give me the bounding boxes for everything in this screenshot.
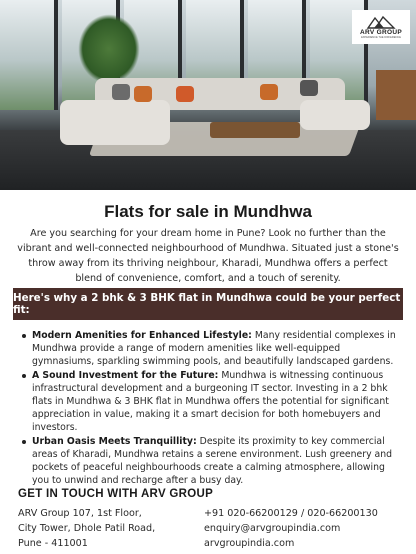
- arv-group-logo: [352, 10, 410, 44]
- email-link[interactable]: enquiry@arvgroupindia.com: [204, 523, 341, 534]
- coffee-table: [210, 122, 300, 138]
- contact-details: [204, 506, 378, 551]
- window-pane: [0, 0, 58, 110]
- address-line: ARV Group 107, 1st Floor,: [18, 508, 142, 519]
- website-link[interactable]: arvgroupindia.com: [204, 538, 295, 549]
- logo-name: ARV GROUP: [360, 29, 402, 36]
- reasons-banner: [13, 288, 403, 320]
- pillow: [260, 84, 278, 100]
- phone-number: +91 020-66200129 / 020-66200130: [204, 508, 378, 519]
- pillow: [134, 86, 152, 102]
- contact-address: [18, 506, 155, 551]
- banner-text: Here's why a 2 bhk & 3 BHK flat in Mundhwa could be your perfect fit:: [13, 292, 401, 316]
- list-item: [22, 369, 404, 435]
- hero-image: [0, 0, 416, 190]
- mountain-logo-icon: [366, 15, 396, 29]
- pillow: [112, 84, 130, 100]
- sofa-section: [300, 100, 370, 130]
- sofa-chaise: [60, 100, 170, 145]
- list-item: [22, 329, 404, 369]
- pillow: [176, 86, 194, 102]
- address-line: Pune - 411001: [18, 538, 88, 549]
- address-line: City Tower, Dhole Patil Road,: [18, 523, 156, 534]
- point-heading: Urban Oasis Meets Tranquillity:: [32, 435, 197, 447]
- reasons-list: [22, 329, 404, 487]
- page-title: Flats for sale in Mundhwa: [104, 202, 312, 221]
- point-text: Despite its proximity to key commercial areas of Kharadi, Mundhwa retains a serene environment. Lush greenery and pockets of peaceful neighbourhoods create a calming atmosphere, allowing you to unwind and recharge after a busy day.: [32, 435, 393, 487]
- pillow: [300, 80, 318, 96]
- point-heading: Modern Amenities for Enhanced Lifestyle:: [32, 330, 252, 341]
- list-item: [22, 435, 404, 488]
- intro-paragraph: Are you searching for your dream home in Pune? Look no further than the vibrant and well-connected neighbourhood of Mundhwa. Situated just a stone's throw away from its thriving neighbour, Kharadi, Mundhwa offers a perfect blend of convenience, comfort, and a touch of serenity.: [17, 228, 399, 284]
- shelf: [376, 70, 416, 120]
- logo-tagline: EXPERIENCE THE DIFFERENCE: [361, 36, 401, 39]
- contact-heading: GET IN TOUCH WITH ARV GROUP: [18, 488, 214, 500]
- plant-decor: [78, 14, 140, 84]
- point-text: Many residential complexes in Mundhwa provide a range of modern amenities like well-equipped gymnasiums, sparkling swimming pools, and beautifully landscaped gardens.: [32, 330, 396, 368]
- point-heading: A Sound Investment for the Future:: [32, 369, 219, 381]
- point-text: Mundhwa is witnessing continuous infrastructural development and a burgeoning IT sector. Investing in a 2 bhk flats in Mundhwa & 3 BHK flat in Mundhwa offers the potential for significant appreciation in value, making it a smart decision for both homebuyers and investors.: [32, 369, 389, 434]
